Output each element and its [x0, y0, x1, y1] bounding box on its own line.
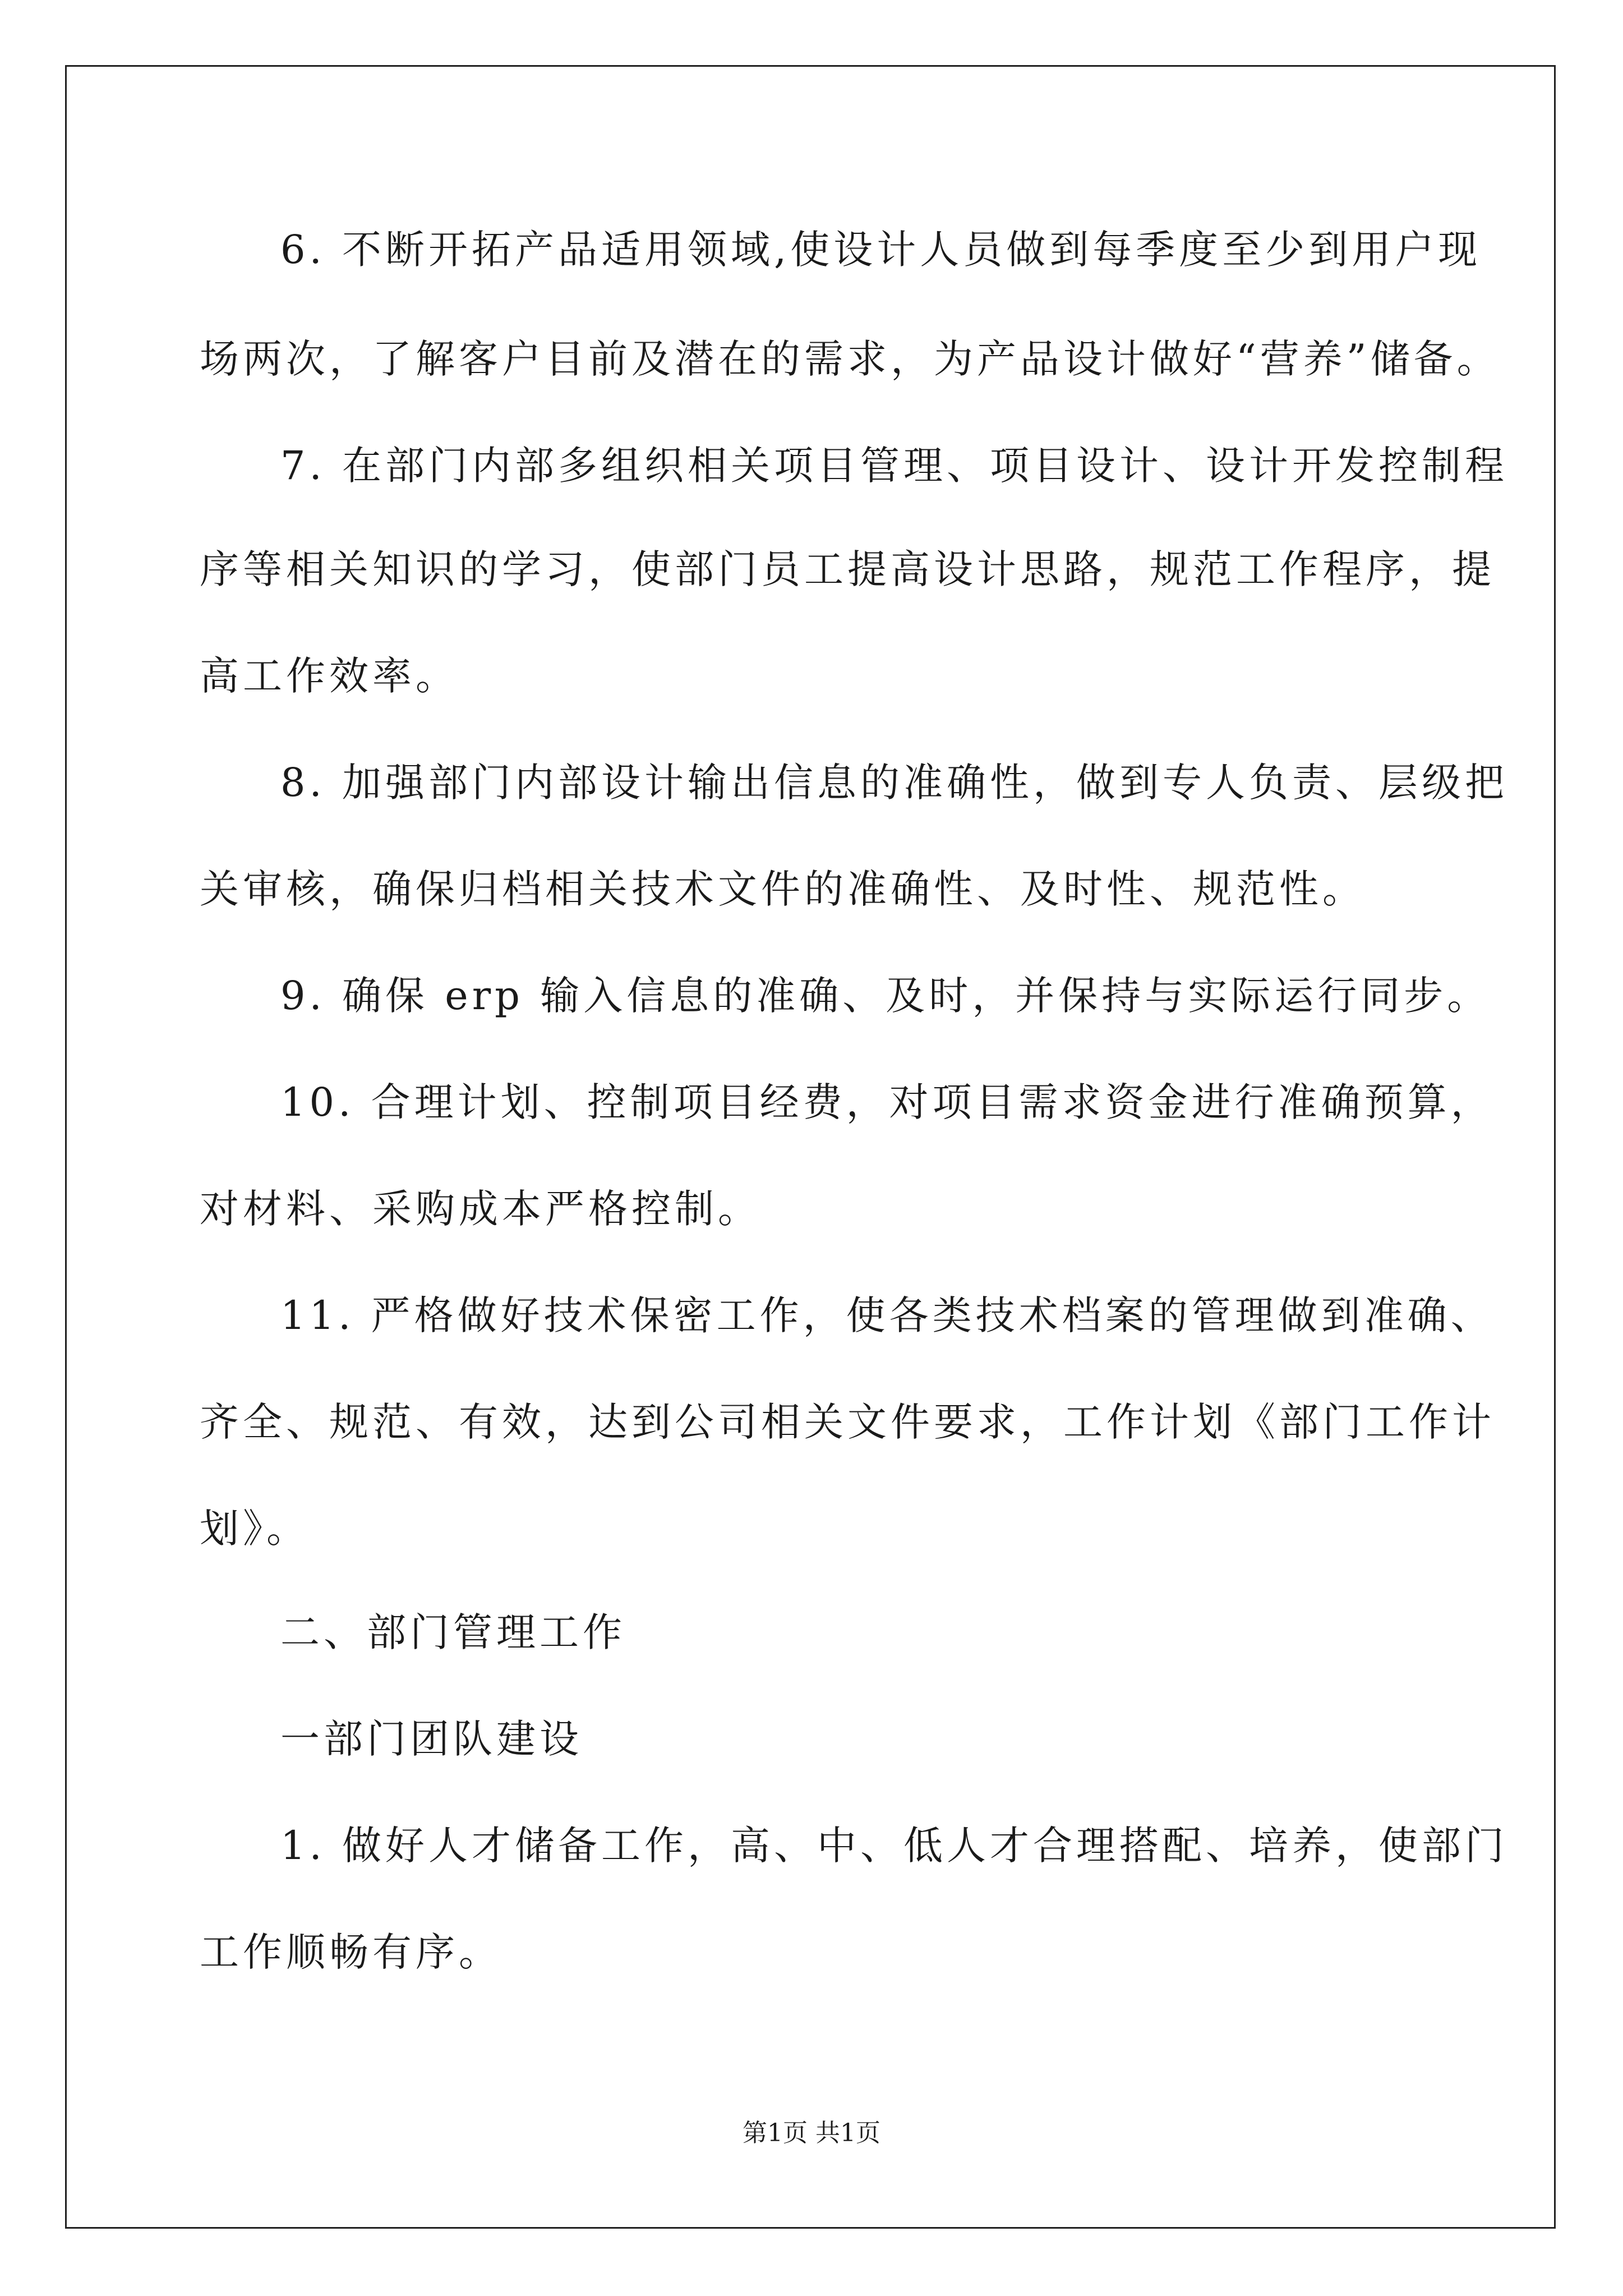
- paragraph-line: 9. 确保 erp 输入信息的准确、及时，并保持与实际运行同步。: [280, 973, 1491, 1019]
- subsection-heading: 一部门团队建设: [280, 1716, 583, 1762]
- paragraph-line: 关审核，确保归档相关技术文件的准确性、及时性、规范性。: [200, 866, 1366, 912]
- paragraph-line: 对材料、采购成本严格控制。: [200, 1186, 761, 1232]
- paragraph-line: 7. 在部门内部多组织相关项目管理、项目设计、设计开发控制程: [280, 443, 1509, 489]
- paragraph-line: 划》。: [200, 1506, 310, 1552]
- page-number-footer: 第1页 共1页: [743, 2119, 880, 2147]
- paragraph-line: 11. 严格做好技术保密工作，使各类技术档案的管理做到准确、: [280, 1292, 1494, 1338]
- paragraph-line: 序等相关知识的学习，使部门员工提高设计思路，规范工作程序，提: [200, 546, 1495, 592]
- paragraph-line: 高工作效率。: [200, 653, 459, 699]
- section-heading: 二、部门管理工作: [280, 1609, 626, 1655]
- paragraph-line: 工作顺畅有序。: [200, 1929, 502, 1975]
- paragraph-line: 10. 合理计划、控制项目经费，对项目需求资金进行准确预算，: [280, 1079, 1494, 1125]
- paragraph-line: 齐全、规范、有效，达到公司相关文件要求，工作计划《部门工作计: [200, 1399, 1495, 1445]
- paragraph-line: 6. 不断开拓产品适用领域,使设计人员做到每季度至少到用户现: [280, 227, 1482, 273]
- paragraph-line: 场两次，了解客户目前及潜在的需求，为产品设计做好“营养”储备。: [200, 336, 1500, 382]
- paragraph-line: 8. 加强部门内部设计输出信息的准确性，做到专人负责、层级把: [280, 760, 1509, 806]
- paragraph-line: 1. 做好人才储备工作，高、中、低人才合理搭配、培养，使部门: [280, 1823, 1509, 1869]
